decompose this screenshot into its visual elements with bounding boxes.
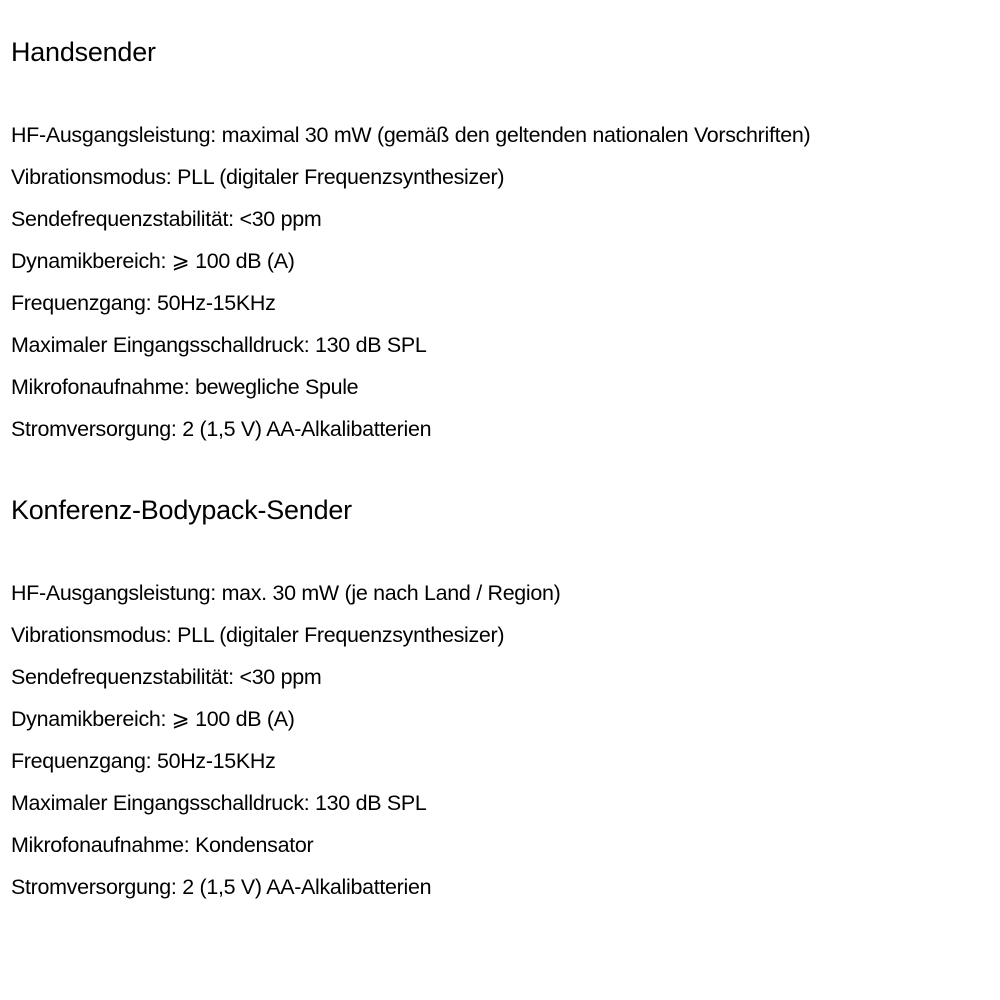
- spec-frequency-stability: Sendefrequenzstabilität: <30 ppm: [11, 207, 322, 231]
- spec-max-spl: Maximaler Eingangsschalldruck: 130 dB SPL: [11, 791, 427, 815]
- spec-microphone-capsule: Mikrofonaufnahme: Kondensator: [11, 833, 314, 857]
- spec-list: [11, 572, 991, 908]
- spec-rf-output: HF-Ausgangsleistung: maximal 30 mW (gemäß den geltenden nationalen Vorschriften): [11, 123, 811, 147]
- section-title: Handsender: [11, 37, 156, 67]
- spec-frequency-response: Frequenzgang: 50Hz-15KHz: [11, 749, 276, 773]
- spec-list: [11, 114, 991, 450]
- spec-vibration-mode: Vibrationsmodus: PLL (digitaler Frequenzsynthesizer): [11, 165, 505, 189]
- section-handsender: [11, 0, 991, 450]
- spec-frequency-response: Frequenzgang: 50Hz-15KHz: [11, 291, 276, 315]
- section-title: Konferenz-Bodypack-Sender: [11, 495, 352, 525]
- spec-max-spl: Maximaler Eingangsschalldruck: 130 dB SPL: [11, 333, 427, 357]
- spec-dynamic-range: Dynamikbereich: ⩾ 100 dB (A): [11, 249, 295, 273]
- spec-microphone-capsule: Mikrofonaufnahme: bewegliche Spule: [11, 375, 359, 399]
- spec-dynamic-range: Dynamikbereich: ⩾ 100 dB (A): [11, 707, 295, 731]
- spec-power-supply: Stromversorgung: 2 (1,5 V) AA-Alkalibatterien: [11, 417, 432, 441]
- spec-rf-output: HF-Ausgangsleistung: max. 30 mW (je nach Land / Region): [11, 581, 561, 605]
- spec-power-supply: Stromversorgung: 2 (1,5 V) AA-Alkalibatterien: [11, 875, 432, 899]
- spec-vibration-mode: Vibrationsmodus: PLL (digitaler Frequenzsynthesizer): [11, 623, 505, 647]
- section-bodypack: [11, 492, 991, 908]
- spec-frequency-stability: Sendefrequenzstabilität: <30 ppm: [11, 665, 322, 689]
- spec-document: [11, 0, 991, 908]
